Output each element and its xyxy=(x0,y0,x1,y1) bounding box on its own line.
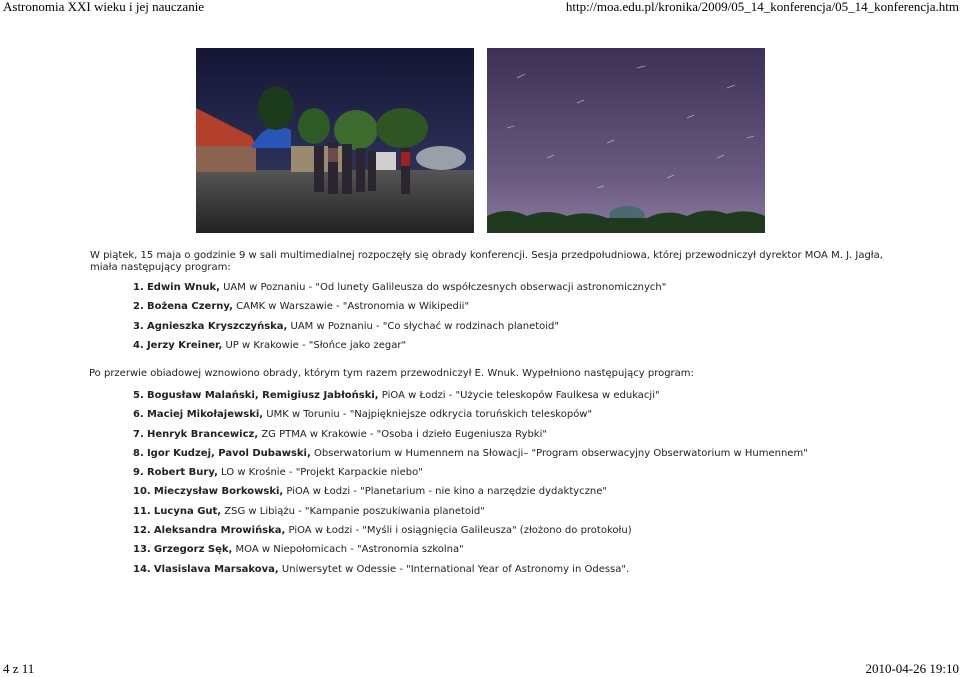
speaker-names: Robert Bury, xyxy=(146,467,218,479)
program-item xyxy=(133,390,808,409)
talk-details: PiOA w Łodzi - "Użycie teleskopów Faulkesa w edukacji" xyxy=(378,390,660,401)
print-datetime: 2010-04-26 19:10 xyxy=(865,661,959,676)
program-item xyxy=(133,564,808,583)
program-item xyxy=(133,429,808,448)
program-item xyxy=(133,340,666,359)
speaker-names: Henryk Brancewicz, xyxy=(146,428,259,440)
talk-details: CAMK w Warszawie - "Astronomia w Wikipedii" xyxy=(232,301,470,313)
speaker-names: Maciej Mikołajewski, xyxy=(146,409,264,421)
talk-details: Obserwatorium w Humennem na Słowacji– "Program obserwacyjny Obserwatorium w Humennem" xyxy=(310,447,808,459)
intro-paragraph xyxy=(75,250,895,274)
speaker-names: Bożena Czerny, xyxy=(146,301,233,313)
talk-details: LO w Krośnie - "Projekt Karpackie niebo" xyxy=(217,467,423,479)
speaker-names: Bogusław Malański, Remigiusz Jabłoński, xyxy=(146,390,379,401)
document-title: Astronomia XXI wieku i jej nauczanie xyxy=(3,0,205,14)
speaker-names: Mieczysław Borkowski, xyxy=(153,486,284,498)
session2-program-list xyxy=(133,390,808,583)
talk-details: ZSG w Libiążu - "Kampanie poszukiwania planetoid" xyxy=(221,505,485,517)
program-item xyxy=(133,301,666,320)
talk-details: UMK w Toruniu - "Najpiękniejsze odkrycia toruńskich teleskopów" xyxy=(263,409,593,421)
program-item xyxy=(133,467,808,486)
program-item xyxy=(133,409,808,428)
program-item xyxy=(133,282,666,301)
document-url: http://moa.edu.pl/kronika/2009/05_14_konferencja/05_14_konferencja.htm xyxy=(565,0,959,14)
speaker-names: Aleksandra Mrowińska, xyxy=(153,525,286,537)
afternoon-session-text: Po przerwie obiadowej wznowiono obrady, którym tym razem przewodniczył E. Wnuk. Wypełniono następujący program: xyxy=(89,368,694,379)
item-number: 1. xyxy=(133,282,144,293)
item-number: 8. xyxy=(133,447,144,459)
intro-text: W piątek, 15 maja o godzinie 9 w sali multimedialnej rozpoczęły się obrady konferencji. Sesja przedpołudniowa, której przewodniczył dyrektor MOA M. J. Jagła, miała następujący program: xyxy=(90,250,883,273)
item-number: 14. xyxy=(133,563,151,575)
speaker-names: Jerzy Kreiner, xyxy=(146,339,223,351)
item-number: 12. xyxy=(133,525,151,537)
item-number: 2. xyxy=(133,301,144,313)
talk-details: UP w Krakowie - "Słońce jako zegar" xyxy=(222,339,407,351)
talk-details: PiOA w Łodzi - "Myśli i osiągnięcia Galileusza" (złożono do protokołu) xyxy=(285,525,632,537)
speaker-names: Vlasislava Marsakova, xyxy=(153,563,279,575)
program-item xyxy=(133,544,808,563)
photo-night-sky xyxy=(487,48,765,233)
talk-details: ZG PTMA w Krakowie - "Osoba i dzieło Eugeniusza Rybki" xyxy=(258,428,547,440)
talk-details: UAM w Poznaniu - "Co słychać w rodzinach planetoid" xyxy=(287,320,559,332)
speaker-names: Grzegorz Sęk, xyxy=(153,544,233,556)
item-number: 7. xyxy=(133,428,144,440)
speaker-names: Agnieszka Kryszczyńska, xyxy=(146,320,288,332)
item-number: 4. xyxy=(133,339,144,351)
program-item xyxy=(133,486,808,505)
program-item xyxy=(133,525,808,544)
photo-night-group xyxy=(196,48,474,233)
speaker-names: Igor Kudzej, Pavol Dubawski, xyxy=(146,447,311,459)
talk-details: Uniwersytet w Odessie - "International Year of Astronomy in Odessa". xyxy=(278,563,630,575)
program-item xyxy=(133,321,666,340)
item-number: 13. xyxy=(133,544,151,556)
item-number: 10. xyxy=(133,486,151,498)
talk-details: UAM w Poznaniu - "Od lunety Galileusza do współczesnych obserwacji astronomicznych" xyxy=(219,282,667,293)
speaker-names: Edwin Wnuk, xyxy=(146,282,220,293)
item-number: 11. xyxy=(133,505,151,517)
talk-details: MOA w Niepołomicach - "Astronomia szkolna" xyxy=(232,544,464,556)
page-number: 4 z 11 xyxy=(3,661,35,676)
item-number: 5. xyxy=(133,390,144,401)
item-number: 9. xyxy=(133,467,144,479)
item-number: 3. xyxy=(133,320,144,332)
talk-details: PiOA w Łodzi - "Planetarium - nie kino a narzędzie dydaktyczne" xyxy=(283,486,607,498)
item-number: 6. xyxy=(133,409,144,421)
speaker-names: Lucyna Gut, xyxy=(153,505,222,517)
session1-program-list xyxy=(133,282,666,359)
program-item xyxy=(133,506,808,525)
program-item xyxy=(133,448,808,467)
